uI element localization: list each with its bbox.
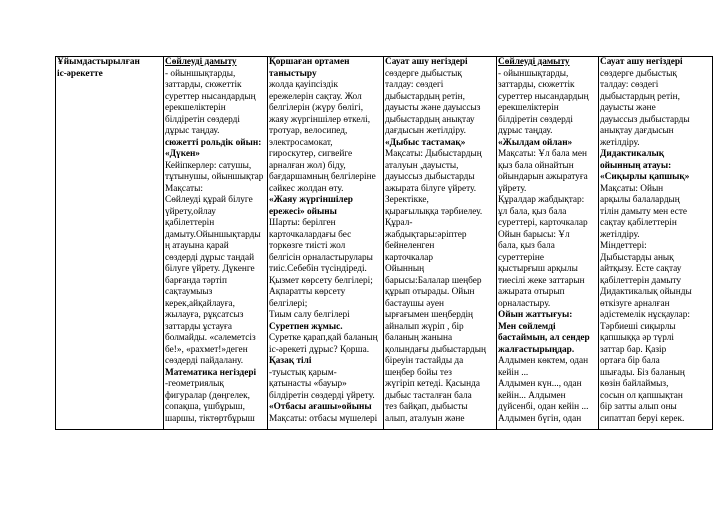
cell-text-line: белгілері; <box>269 298 308 309</box>
cell-text-line: жылауға, рұқсатсыз <box>165 310 244 320</box>
cell-text-line: дүйсенбі, одан кейін ... <box>498 402 589 412</box>
cell-text-line: Қызмет көрсету белгілері; <box>269 275 373 286</box>
cell-text-line: барысы:Балалар шеңбер <box>385 275 482 286</box>
cell-text-line: бе!», «рахмет!»деген <box>165 344 248 355</box>
cell-text-line: қабілеттерін <box>165 218 215 228</box>
cell-text-line: қатынасты «бауыр» <box>269 379 347 389</box>
cell-text-line: шеңбер бойы тез <box>385 367 452 378</box>
cell-text-line: Мақсаты: отбасы мүшелері <box>269 413 378 424</box>
cell-text-line: суреттер нысандардың <box>165 91 256 102</box>
table-row <box>56 57 713 430</box>
cell-text-line: Суретпен жұмыс. <box>269 321 343 332</box>
cell-text-line: Сөйлеуді дамыту <box>498 57 570 67</box>
cell-text-line: Тәрбиеші сиқырлы <box>600 321 676 332</box>
lesson-plan-table <box>55 56 713 430</box>
cell-text-line: сәйкес жолдан өту. <box>269 183 344 194</box>
cell-text-line: бастаймын, ал сендер <box>498 333 590 343</box>
cell-text-line: сопақша, үшбұрыш, <box>165 402 245 412</box>
cell-text-line: суреттер нысандардың <box>498 91 589 102</box>
cell-text-line: Ойын барысы: Ұл <box>498 229 570 240</box>
cell-text-line: ортаға бір бала <box>600 356 660 366</box>
cell-text-line: Алдымен көктем, одан <box>498 356 589 366</box>
cell-text-line: аталуын ,дауысты, <box>385 160 459 171</box>
cell-text-line: Ойын жаттығуы: <box>498 310 573 320</box>
cell-text-line: тұтынушы, ойыншықтар <box>165 172 264 182</box>
cell-text-line: заттарды ұстауға <box>165 321 232 332</box>
cell-text-line: «Дыбыс тастамақ» <box>385 137 466 148</box>
cell-text-line: білуге үйрету. Дүкенге <box>165 264 255 274</box>
cell-text-line: кейін ... <box>498 367 529 378</box>
cell-text-line: -геометриялық <box>165 379 224 389</box>
cell-text-line: ойындарын ажыратуға <box>498 172 588 182</box>
cell-text-line: арналған жол) біду, <box>269 160 346 171</box>
cell-text-line: жолда қауіпсіздік <box>269 80 338 90</box>
cell-text-line: - ойыншықтарды, <box>498 68 569 79</box>
cell-text-line: бала, қыз бала <box>498 241 555 251</box>
cell-text-line: құрып отырады. Ойын <box>385 287 475 297</box>
cell-text-line: керек,айқайлауға, <box>165 298 235 309</box>
cell-text-line: жүгіріп кетеді. Қасында <box>385 379 480 389</box>
cell-text-line: ережесі» ойыны <box>269 206 337 217</box>
cell-text-line: гироскутер, сигвейге <box>269 149 353 159</box>
cell-text-line: Ойынның <box>385 264 425 274</box>
cell-text-line: анықтау дағдысын <box>600 126 674 136</box>
cell-text-line: сөздерге дыбыстық <box>600 68 677 79</box>
cell-text-line: қыстырғыш арқылы <box>498 264 578 274</box>
cell-text-line: шығады. Біз баланың <box>600 367 685 378</box>
cell-text-line: дыбыстардың анықтау <box>385 114 475 125</box>
cell-text-line: дыбыстардың ретін, <box>385 91 465 102</box>
cell-text-line: сюжетті рольдік ойын: <box>165 137 262 148</box>
cell-text-line: «Жылдам ойлан» <box>498 137 573 148</box>
cell-text-line: Дидактикалық ойынды <box>600 287 692 297</box>
cell-text-line: дауысты және <box>600 103 656 113</box>
cell-text-line: бейнеленген <box>385 241 435 251</box>
cell-text-line: ырғағымен шеңбердің <box>385 310 474 320</box>
cell-text-line: дыбыс тасталған бала <box>385 390 472 401</box>
cell-text-line: Ұйымдастырылған <box>57 57 140 67</box>
cell-text-line: айтқызу. Есте сақтау <box>600 264 682 274</box>
cell-text-line: Ақпаратты көрсету <box>269 287 346 297</box>
header-cell-activity <box>56 57 164 430</box>
cell-text-line: дұрыс таңдау. <box>498 126 553 136</box>
cell-text-line: «Дүкен» <box>165 149 200 159</box>
cell-text-line: торкөзге тиісті жол <box>269 241 346 251</box>
cell-text-line: білдіретін сөздерді <box>498 114 573 125</box>
cell-text-line: қабілеттерін дамыту <box>600 275 682 286</box>
cell-text-line: фигуралар (дөңгелек, <box>165 390 250 401</box>
cell-text-line: іс-әрекетте <box>57 68 103 79</box>
cell-text-line: ажырата отырып <box>498 287 565 297</box>
cell-text-line: Сөйлеуді дамыту <box>165 57 237 67</box>
cell-text-line: ережелерін сақтау. Жол <box>269 91 362 102</box>
cell-text-line: қапшыққа әр түрлі <box>600 333 674 343</box>
cell-text-line: сөздерді дұрыс таңдай <box>165 252 255 263</box>
cell-text-line: айналып жүріп , бір <box>385 321 464 332</box>
cell-text-line: жалғастырыңдар. <box>498 344 575 355</box>
cell-environment-familiarization <box>268 57 384 430</box>
cell-text-line: белгісін орналастырулары <box>269 252 373 263</box>
cell-text-line: жабдықтары:әріптер <box>385 229 467 240</box>
cell-text-line: Сауат ашу негіздері <box>600 57 683 67</box>
cell-text-line: ерекшеліктерін <box>165 103 226 113</box>
cell-text-line: сақтау қабілеттерін <box>600 218 677 228</box>
cell-text-line: ажырата білуге үйрету. <box>385 183 477 194</box>
cell-text-line: кейін... Алдымен <box>498 390 566 401</box>
cell-text-line: арқылы балалардың <box>600 195 680 205</box>
cell-text-line: бастаушы әуен <box>385 298 444 309</box>
cell-text-line: үйрету. <box>498 183 527 194</box>
cell-text-line: талдау: сөздегі <box>385 80 444 90</box>
cell-text-line: Қазақ тілі <box>269 356 312 366</box>
cell-text-line: Құралдар жабдықтар: <box>498 195 585 205</box>
cell-text-line: Мақсаты: <box>165 183 203 194</box>
cell-text-line: тез байқап, дыбысты <box>385 402 468 412</box>
cell-text-line: заттар бар. Қазір <box>600 344 667 355</box>
cell-text-line: Қоршаған ортамен <box>269 57 350 67</box>
cell-text-line: тиесілі жеке заттарын <box>498 275 585 286</box>
cell-text-line: біреуін тастайды да <box>385 356 464 366</box>
cell-text-line: дауыссыз дыбыстарды <box>600 114 690 125</box>
cell-text-line: шаршы, тіктөртбұрыш <box>165 413 255 424</box>
cell-text-line: іс-әрекеті дұрыс? Қорша. <box>269 344 370 355</box>
cell-text-line: дұрыс таңдау. <box>165 126 220 136</box>
cell-text-line: «Сиқырлы қапшық» <box>600 172 690 182</box>
cell-text-line: сөздерді пайдалану. <box>165 356 244 366</box>
cell-text-line: Сөйлеуді құрай білуге <box>165 195 253 205</box>
cell-text-line: ерекшеліктерін <box>498 103 559 113</box>
cell-text-line: Тиым салу белгілері <box>269 310 350 320</box>
cell-text-line: Шарты: берілген <box>269 218 336 228</box>
cell-text-line: белгілерін (жүру бөлігі, <box>269 103 364 113</box>
cell-text-line: қыз бала ойнайтын <box>498 160 574 171</box>
cell-text-line: тротуар, велосипед, <box>269 126 348 136</box>
cell-text-line: сосын ол қапшықтан <box>600 390 683 401</box>
cell-text-line: Мақсаты: Дыбыстардың <box>385 149 482 159</box>
cell-speech-development <box>164 57 268 430</box>
cell-text-line: көзін байлаймыз, <box>600 379 669 389</box>
cell-text-line: қырағылыққа тәрбиелеу. <box>385 206 483 217</box>
cell-text-line: Міндеттері: <box>600 241 647 251</box>
cell-text-line: бағдаршамның белгілеріне <box>269 172 376 182</box>
cell-text-line: сипаттап беруі керек. <box>600 413 685 424</box>
cell-text-line: Құрал- <box>385 218 413 228</box>
cell-text-line: тиіс.Себебін түсіндіреді. <box>269 264 367 274</box>
cell-text-line: ойынның атауы: <box>600 160 672 171</box>
cell-text-line: дауыссыз дыбыстарды <box>385 172 475 182</box>
cell-text-line: Сауат ашу негіздері <box>385 57 468 67</box>
cell-text-line: суреттері, карточкалар <box>498 218 588 228</box>
cell-text-line: Мен сөйлемді <box>498 321 556 332</box>
cell-text-line: білдіретін сөздерді <box>165 114 240 125</box>
cell-text-line: ң атауына қарай <box>165 241 229 251</box>
cell-text-line: үйрету,ойлау <box>165 206 216 217</box>
cell-text-line: бір затты алып оны <box>600 402 677 412</box>
cell-text-line: - ойыншықтарды, <box>165 68 236 79</box>
cell-text-line: Кейіпкерлер: сатушы, <box>165 160 252 171</box>
cell-text-line: өткізуге арналған <box>600 298 670 309</box>
cell-text-line: баланың жанына <box>385 333 453 343</box>
cell-text-line: тілін дамыту мен есте <box>600 206 688 217</box>
cell-text-line: «Жаяу жүргіншілер <box>269 195 353 205</box>
cell-text-line: жетілдіру. <box>600 229 640 240</box>
cell-speech-development-2 <box>497 57 599 430</box>
cell-text-line: Мақсаты: Ойын <box>600 183 664 194</box>
cell-text-line: дағдысын жетілдіру. <box>385 126 466 136</box>
cell-text-line: талдау: сөздегі <box>600 80 659 90</box>
cell-text-line: сақтаумыыз <box>165 287 213 297</box>
cell-text-line: таныстыру <box>269 68 317 79</box>
cell-text-line: қолындағы дыбыстардың <box>385 344 487 355</box>
cell-text-line: Мақсаты: Ұл бала мен <box>498 149 587 159</box>
cell-text-line: Дыбыстарды анық <box>600 252 674 263</box>
cell-text-line: -туыстық қарым- <box>269 367 337 378</box>
cell-text-line: алып, аталуын және <box>385 413 465 424</box>
cell-text-line: сөздерге дыбыстық <box>385 68 462 79</box>
cell-text-line: «Отбасы ағашы»ойыны <box>269 402 372 412</box>
cell-text-line: суреттеріне <box>498 252 545 263</box>
cell-text-line: жаяу жүргіншілер өткелі, <box>269 114 371 125</box>
cell-text-line: дауысты және дауыссыз <box>385 103 481 113</box>
cell-text-line: карточкалар <box>385 252 434 263</box>
cell-text-line: дамыту.Ойыншықтарды <box>165 229 261 240</box>
cell-text-line: Суретке қарап,қай баланың <box>269 333 378 343</box>
cell-text-line: Алдымен бүгін, одан <box>498 413 582 424</box>
cell-text-line: Зеректікке, <box>385 195 429 205</box>
cell-text-line: карточкалардағы бес <box>269 229 352 240</box>
cell-text-line: әдістемелік нұсқаулар: <box>600 310 690 320</box>
cell-text-line: жетілдіру. <box>600 137 640 148</box>
cell-text-line: Математика негіздері <box>165 367 257 378</box>
cell-text-line: ұл бала, қыз бала <box>498 206 567 217</box>
cell-text-line: заттарды, сюжеттік <box>498 80 575 90</box>
cell-literacy-basics-2 <box>599 57 713 430</box>
cell-text-line: дыбыстардың ретін, <box>600 91 680 102</box>
cell-text-line: орналастыру. <box>498 298 551 309</box>
cell-text-line: білдіретін сөздерді үйрету. <box>269 390 375 401</box>
cell-text-line: болмайды. «сәлеметсіз <box>165 333 256 343</box>
cell-text-line: заттарды, сюжеттік <box>165 80 242 90</box>
cell-text-line: электросамокат, <box>269 137 333 148</box>
cell-text-line: Дидактикалық <box>600 149 665 159</box>
cell-literacy-basics <box>384 57 497 430</box>
cell-text-line: Алдымен күн..., одан <box>498 379 582 389</box>
cell-text-line: барғанда тәртіп <box>165 275 227 286</box>
